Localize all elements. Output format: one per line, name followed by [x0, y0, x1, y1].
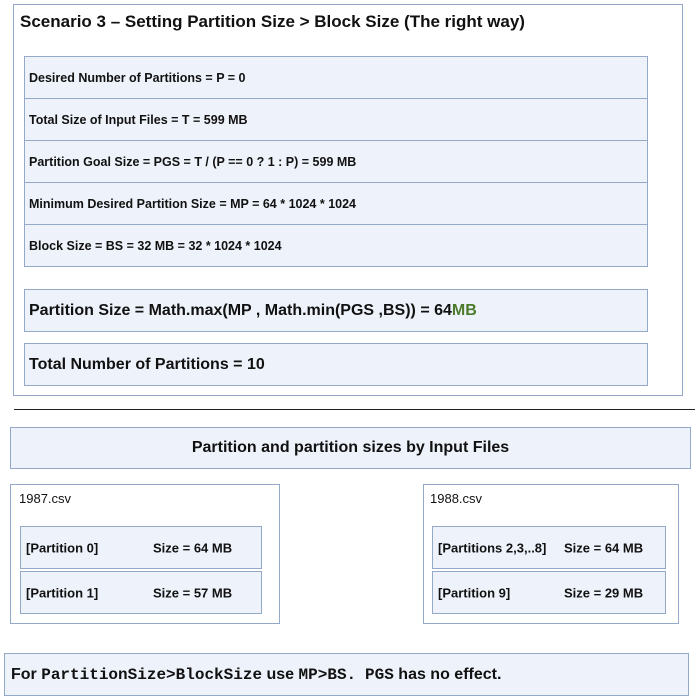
scenario-title: Scenario 3 – Setting Partition Size > Block Size (The right way)	[20, 12, 525, 31]
footer-code-pgs: PGS	[365, 665, 394, 684]
partition-size: Size = 64 MB	[153, 540, 233, 555]
file-name-1988: 1988.csv	[430, 491, 483, 506]
param-block-size: Block Size = BS = 32 MB = 32 * 1024 * 1024	[24, 224, 648, 267]
partition-row	[20, 526, 262, 569]
param-goal-size: Partition Goal Size = PGS = T / (P == 0 ? 1 : P) = 599 MB	[24, 140, 648, 183]
section-divider	[14, 409, 695, 410]
footer-note	[4, 653, 689, 696]
param-total-size: Total Size of Input Files = T = 599 MB	[24, 98, 648, 141]
partition-size: Size = 57 MB	[153, 585, 233, 600]
partition-label: [Partitions 2,3,..8]	[438, 540, 547, 555]
partition-label: [Partition 0]	[26, 540, 99, 555]
partition-size: Size = 64 MB	[564, 540, 644, 555]
partition-label: [Partition 9]	[438, 585, 511, 600]
footer-spacer	[356, 666, 365, 684]
footer-prefix: For	[11, 665, 42, 683]
partition-size-unit: MB	[451, 301, 477, 319]
footer-middle: use	[262, 665, 299, 683]
partition-size-result	[24, 289, 648, 332]
partition-row	[20, 571, 262, 614]
footer-suffix: has no effect.	[393, 665, 502, 683]
param-min-partition-size: Minimum Desired Partition Size = MP = 64 * 1024 * 1024	[24, 182, 648, 225]
partition-size-formula: Partition Size = Math.max(MP , Math.min(PGS ,BS)) = 64	[29, 301, 452, 319]
partition-label: [Partition 1]	[26, 585, 99, 600]
footer-code-partition-size: PartitionSize>BlockSize	[41, 665, 263, 684]
partition-size: Size = 29 MB	[564, 585, 644, 600]
footer-code-mp-bs: MP>BS.	[298, 665, 357, 684]
param-desired-partitions: Desired Number of Partitions = P = 0	[24, 56, 648, 99]
partition-row	[432, 571, 666, 614]
partition-row	[432, 526, 666, 569]
file-name-1987: 1987.csv	[19, 491, 72, 506]
total-partitions-result: Total Number of Partitions = 10	[24, 343, 648, 386]
files-heading: Partition and partition sizes by Input Files	[10, 427, 691, 469]
